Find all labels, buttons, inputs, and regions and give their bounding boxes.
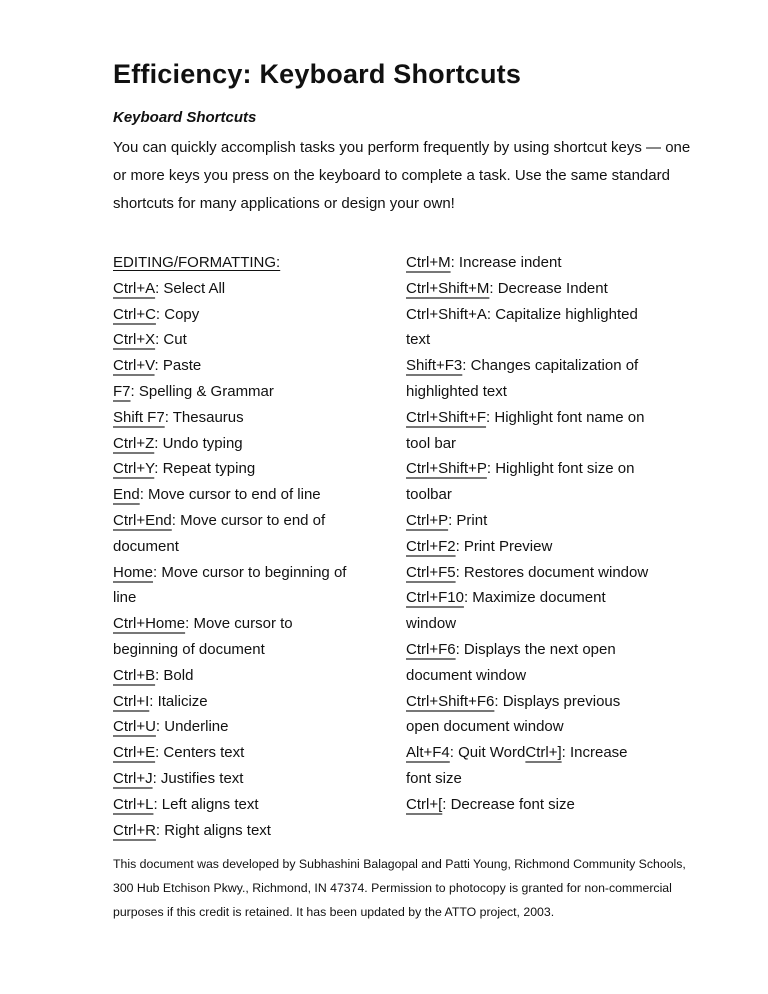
shortcut-line — [113, 327, 398, 353]
shortcut-key: F7 — [113, 382, 131, 400]
shortcut-description: : Justifies text — [152, 769, 244, 787]
shortcut-line — [406, 482, 706, 508]
shortcut-description: : Select All — [155, 279, 226, 297]
shortcut-key: Ctrl+C — [113, 305, 156, 323]
shortcut-line — [113, 405, 398, 431]
shortcut-description: : Underline — [155, 718, 229, 736]
shortcut-key: Ctrl+Z — [113, 434, 155, 452]
shortcut-line — [406, 431, 706, 457]
section-heading: EDITING/FORMATTING: — [113, 254, 281, 271]
shortcut-description: : Left aligns text — [153, 795, 259, 813]
shortcut-line — [113, 740, 398, 766]
shortcut-line — [113, 276, 398, 302]
shortcut-line — [113, 766, 398, 792]
shortcut-key: Ctrl+Shift+P — [406, 460, 487, 478]
shortcut-key: Ctrl+[ — [406, 795, 443, 813]
shortcut-line — [406, 663, 706, 689]
shortcut-key: Alt+F4 — [406, 744, 450, 762]
shortcut-line — [113, 353, 398, 379]
section-subtitle: Keyboard Shortcuts — [113, 109, 257, 126]
shortcut-key: Ctrl+I — [113, 692, 150, 710]
shortcut-line — [113, 508, 398, 534]
shortcut-line — [406, 740, 706, 766]
page-title: Efficiency: Keyboard Shortcuts — [113, 59, 522, 89]
shortcut-description: : Thesaurus — [164, 408, 244, 426]
shortcut-key: Ctrl+V — [113, 357, 155, 375]
shortcut-description: : Copy — [155, 305, 200, 323]
shortcut-description: : Displays the next open — [455, 640, 616, 658]
shortcut-line — [113, 611, 398, 637]
shortcut-line — [406, 405, 706, 431]
shortcut-line — [406, 302, 706, 328]
shortcut-description: : Undo typing — [154, 434, 243, 452]
shortcut-description: line — [113, 589, 137, 607]
shortcut-line — [113, 250, 398, 276]
shortcut-description: window — [406, 615, 457, 633]
shortcut-description: : Increase indent — [450, 254, 562, 271]
shortcut-description: : Highlight font name on — [486, 408, 645, 426]
shortcut-key: Ctrl+End — [113, 511, 172, 529]
shortcut-key: Ctrl+F2 — [406, 537, 456, 555]
shortcut-line — [406, 250, 706, 276]
shortcut-key: Ctrl+M — [406, 254, 451, 271]
shortcut-key: Ctrl+E — [113, 744, 156, 762]
shortcut-description: : Decrease Indent — [489, 279, 608, 297]
shortcut-line — [113, 560, 398, 586]
shortcut-description: : Highlight font size on — [486, 460, 635, 478]
shortcut-line — [406, 353, 706, 379]
shortcut-line — [113, 689, 398, 715]
shortcut-description: highlighted text — [406, 382, 507, 400]
shortcut-key: Ctrl+F10 — [406, 589, 464, 607]
shortcut-key: Ctrl+Shift+M — [406, 279, 490, 297]
shortcut-description: : Quit Word — [449, 744, 526, 762]
shortcut-description: : Move cursor to end of line — [139, 486, 321, 504]
shortcut-description: : Displays previous — [494, 692, 621, 710]
shortcut-key: Ctrl+P — [406, 511, 449, 529]
shortcut-line — [406, 276, 706, 302]
shortcut-line — [113, 534, 398, 560]
shortcut-line — [406, 585, 706, 611]
shortcut-key: Ctrl+U — [113, 718, 156, 736]
shortcut-line — [406, 792, 706, 818]
shortcut-key: Shift F7 — [113, 408, 165, 426]
shortcut-description: : Print Preview — [455, 537, 553, 555]
shortcut-description: : Italicize — [149, 692, 208, 710]
shortcut-description: : Move cursor to — [185, 615, 293, 633]
shortcut-line — [406, 689, 706, 715]
shortcut-description: tool bar — [406, 434, 457, 452]
shortcut-description: : Decrease font size — [442, 795, 575, 813]
shortcut-key: Ctrl+] — [525, 744, 562, 762]
shortcut-description: : Paste — [154, 357, 202, 375]
shortcut-line — [406, 560, 706, 586]
shortcut-line — [406, 379, 706, 405]
shortcut-line — [406, 327, 706, 353]
shortcut-line — [406, 714, 706, 740]
shortcut-line — [113, 663, 398, 689]
shortcut-line — [113, 714, 398, 740]
shortcut-description: : Move cursor to beginning of — [153, 563, 347, 581]
shortcut-description: : Increase — [561, 744, 628, 762]
shortcut-description: document window — [406, 666, 527, 684]
shortcut-line — [113, 585, 398, 611]
shortcut-line — [113, 818, 398, 844]
shortcut-line — [113, 637, 398, 663]
shortcut-description: : Changes capitalization of — [462, 357, 639, 375]
shortcut-key: Ctrl+F6 — [406, 640, 456, 658]
shortcut-description: : Right aligns text — [155, 821, 271, 839]
shortcut-key: Ctrl+B — [113, 666, 156, 684]
shortcut-description: text — [406, 331, 431, 349]
shortcut-key: Ctrl+F5 — [406, 563, 456, 581]
intro-paragraph: You can quickly accomplish tasks you perform frequently by using shortcut keys — one or more keys you press on the keyboard to complete a task. Use the same standard shortcuts for many applications or design your own! — [113, 139, 691, 212]
shortcut-description: : Repeat typing — [154, 460, 256, 478]
shortcut-line — [406, 611, 706, 637]
shortcut-line — [113, 379, 398, 405]
shortcut-description: : Print — [448, 511, 488, 529]
shortcut-description: font size — [406, 769, 462, 787]
shortcut-description: : Centers text — [155, 744, 245, 762]
shortcut-description: toolbar — [406, 486, 452, 504]
shortcut-description: beginning of document — [113, 640, 265, 658]
shortcut-line — [113, 792, 398, 818]
shortcut-description: : Move cursor to end of — [171, 511, 326, 529]
left-shortcut-column — [113, 250, 398, 843]
shortcut-key: Ctrl+Shift+F — [406, 408, 487, 426]
shortcut-key: Home — [113, 563, 154, 581]
shortcut-line — [113, 482, 398, 508]
shortcut-line — [406, 508, 706, 534]
shortcut-description: document — [113, 537, 179, 555]
shortcut-line — [406, 637, 706, 663]
shortcut-description: open document window — [406, 718, 564, 736]
shortcut-description: Ctrl+Shift+A: Capitalize highlighted — [406, 305, 638, 323]
shortcut-description: : Spelling & Grammar — [130, 382, 274, 400]
shortcut-line — [113, 456, 398, 482]
shortcut-key: Ctrl+Y — [113, 460, 155, 478]
shortcut-description: : Restores document window — [455, 563, 649, 581]
shortcut-key: Ctrl+X — [113, 331, 156, 349]
shortcut-key: End — [113, 486, 140, 504]
shortcut-line — [406, 456, 706, 482]
shortcut-key: Ctrl+L — [113, 795, 154, 813]
shortcut-line — [406, 534, 706, 560]
shortcut-key: Ctrl+Shift+F6 — [406, 692, 495, 710]
shortcut-key: Ctrl+Home — [113, 615, 186, 633]
shortcut-key: Shift+F3 — [406, 357, 463, 375]
shortcut-description: : Cut — [155, 331, 187, 349]
shortcut-description: : Maximize document — [463, 589, 606, 607]
right-shortcut-column — [406, 250, 706, 818]
shortcut-description: : Bold — [155, 666, 194, 684]
shortcut-line — [113, 302, 398, 328]
shortcut-key: Ctrl+R — [113, 821, 156, 839]
shortcut-key: Ctrl+J — [113, 769, 153, 787]
shortcut-line — [113, 431, 398, 457]
shortcut-line — [406, 766, 706, 792]
credits-footer: This document was developed by Subhashini Balagopal and Patti Young, Richmond Community Schools, 300 Hub Etchison Pkwy., Richmond, IN 47374. Permission to photocopy is granted for non-commercial purposes if this credit is retained. It has been updated by the ATTO project, 2003. — [113, 857, 686, 919]
shortcut-key: Ctrl+A — [113, 279, 156, 297]
